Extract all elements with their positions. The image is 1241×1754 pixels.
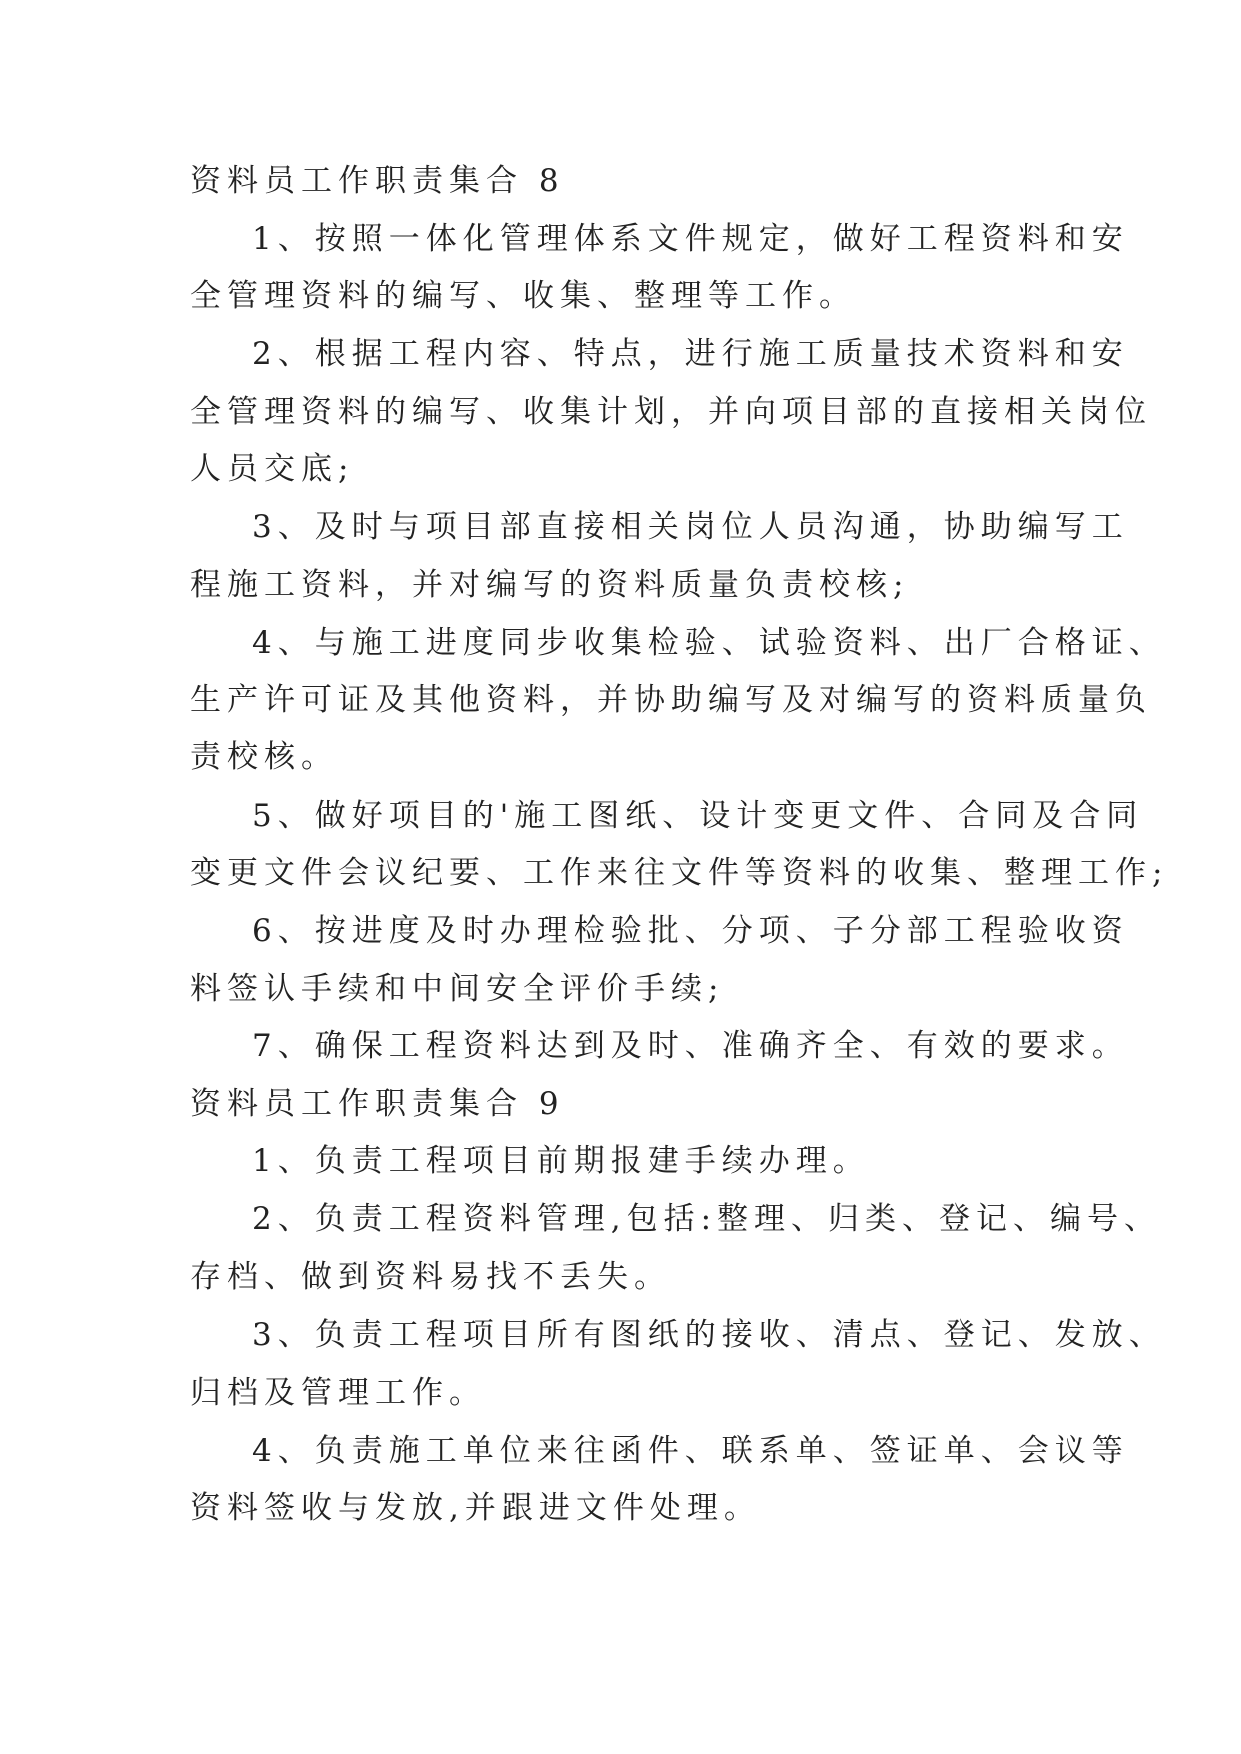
paragraph-line: 生产许可证及其他资料，并协助编写及对编写的资料质量负 bbox=[190, 682, 1152, 718]
paragraph-line: 料签认手续和中间安全评价手续; bbox=[190, 971, 725, 1007]
paragraph-line: 归档及管理工作。 bbox=[190, 1375, 486, 1411]
paragraph-line: 5、做好项目的'施工图纸、设计变更文件、合同及合同 bbox=[252, 798, 1144, 834]
paragraph-line: 2、负责工程资料管理,包括:整理、归类、登记、编号、 bbox=[252, 1201, 1162, 1237]
paragraph-line: 责校核。 bbox=[190, 739, 338, 775]
paragraph-line: 1、按照一体化管理体系文件规定，做好工程资料和安 bbox=[252, 221, 1129, 257]
paragraph-line: 程施工资料，并对编写的资料质量负责校核; bbox=[190, 567, 910, 603]
paragraph-line: 全管理资料的编写、收集计划，并向项目部的直接相关岗位 bbox=[190, 394, 1152, 430]
paragraph-line: 2、根据工程内容、特点，进行施工质量技术资料和安 bbox=[252, 336, 1129, 372]
paragraph-line: 3、及时与项目部直接相关岗位人员沟通，协助编写工 bbox=[252, 509, 1129, 545]
paragraph-line: 人员交底; bbox=[190, 451, 355, 487]
paragraph-line: 全管理资料的编写、收集、整理等工作。 bbox=[190, 278, 856, 314]
paragraph-line: 3、负责工程项目所有图纸的接收、清点、登记、发放、 bbox=[252, 1317, 1166, 1353]
paragraph-line: 4、负责施工单位来往函件、联系单、签证单、会议等 bbox=[252, 1433, 1129, 1469]
section-heading-8: 资料员工作职责集合 8 bbox=[190, 163, 565, 199]
paragraph-line: 6、按进度及时办理检验批、分项、子分部工程验收资 bbox=[252, 913, 1129, 949]
section-heading-9: 资料员工作职责集合 9 bbox=[190, 1086, 565, 1122]
paragraph-line: 存档、做到资料易找不丢失。 bbox=[190, 1259, 671, 1295]
paragraph-line: 7、确保工程资料达到及时、准确齐全、有效的要求。 bbox=[252, 1028, 1129, 1064]
paragraph-line: 4、与施工进度同步收集检验、试验资料、出厂合格证、 bbox=[252, 625, 1166, 661]
paragraph-line: 1、负责工程项目前期报建手续办理。 bbox=[252, 1143, 870, 1179]
paragraph-line: 变更文件会议纪要、工作来往文件等资料的收集、整理工作; bbox=[190, 855, 1169, 891]
paragraph-line: 资料签收与发放,并跟进文件处理。 bbox=[190, 1490, 761, 1526]
